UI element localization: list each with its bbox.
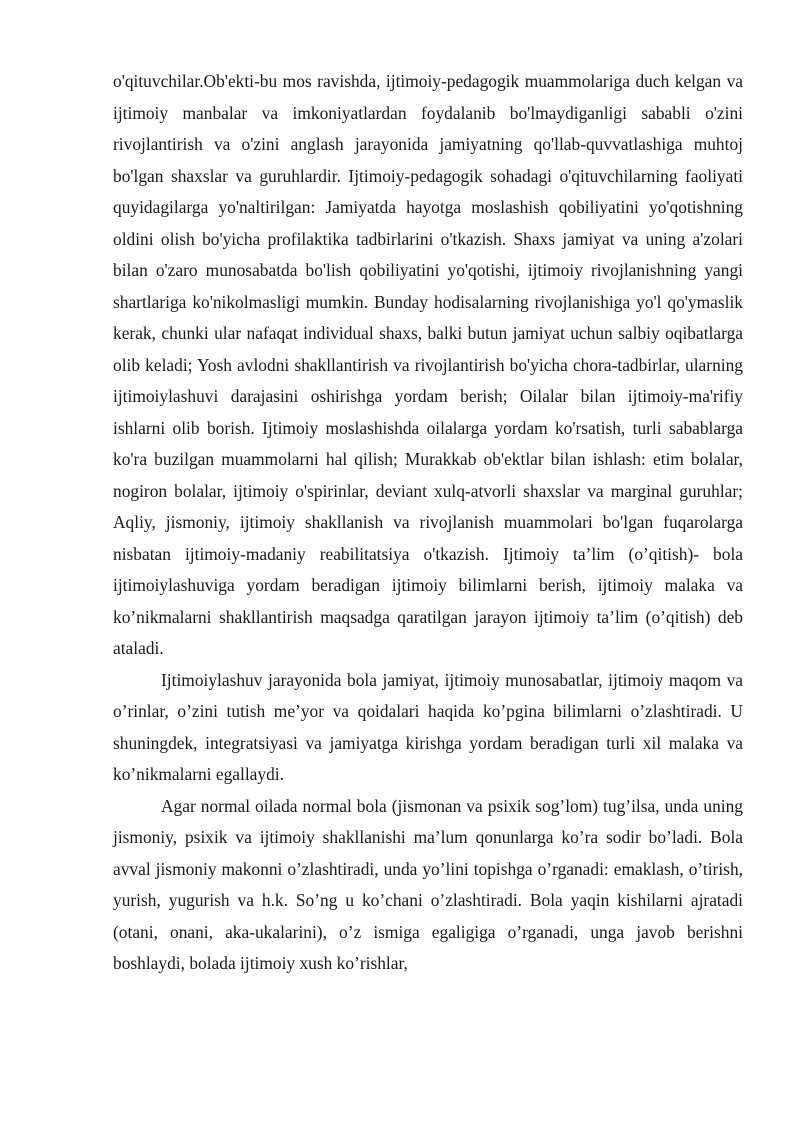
- paragraph-3: Agar normal oilada normal bola (jismonan va psixik sog’lom) tug’ilsa, unda uning jismoniy, psixik va ijtimoiy shakllanishi ma’lum qonunlarga ko’ra sodir bo’ladi. Bola avval jismoniy makonni o’zlashtiradi, unda yo’lini topishga o’rganadi: emaklash, o’tirish, yurish, yugurish va h.k. So’ng u ko’chani o’zlashtiradi. Bola yaqin kishilarni ajratadi (otani, onani, aka-ukalarini), o’z ismiga egaligiga o’rganadi, unga javob berishni boshlaydi, bolada ijtimoiy xush ko’rishlar,: [113, 795, 743, 973]
- document-page: [113, 66, 743, 980]
- paragraph-2: Ijtimoiylashuv jarayonida bola jamiyat, ijtimoiy munosabatlar, ijtimoiy maqom va o’rinlar, o’zini tutish me’yor va qoidalari haqida ko’pgina bilimlarni o’zlashtiradi. U shuningdek, integratsiyasi va jamiyatga kirishga yordam beradigan turli xil malaka va ko’nikmalarni egallaydi.: [113, 669, 743, 784]
- paragraph-1: o'qituvchilar.Ob'ekti-bu mos ravishda, ijtimoiy-pedagogik muammolariga duch kelgan va ijtimoiy manbalar va imkoniyatlardan foydalanib bo'lmaydiganligi sababli o'zini rivojlantirish va o'zini anglash jarayonida jamiyatning qo'llab-quvvatlashiga muhtoj bo'lgan shaxslar va guruhlardir. Ijtimoiy-pedagogik sohadagi o'qituvchilarning faoliyati quyidagilarga yo'naltirilgan: Jamiyatda hayotga moslashish qobiliyatini yo'qotishning oldini olish bo'yicha profilaktika tadbirlarini o'tkazish. Shaxs jamiyat va uning a'zolari bilan o'zaro munosabatda bo'lish qobiliyatini yo'qotishi, ijtimoiy rivojlanishning yangi shartlariga ko'nikolmasligi mumkin. Bunday hodisalarning rivojlanishiga yo'l qo'ymaslik kerak, chunki ular nafaqat individual shaxs, balki butun jamiyat uchun salbiy oqibatlarga olib keladi; Yosh avlodni shakllantirish va rivojlantirish bo'yicha chora-tadbirlar, ularning ijtimoiylashuvi darajasini oshirishga yordam berish; Oilalar bilan ijtimoiy-ma'rifiy ishlarni olib borish. Ijtimoiy moslashishda oilalarga yordam ko'rsatish, turli sabablarga ko'ra buzilgan muammolarni hal qilish; Murakkab ob'ektlar bilan ishlash: etim bolalar, nogiron bolalar, ijtimoiy o'spirinlar, deviant xulq-atvorli shaxslar va marginal guruhlar; Aqliy, jismoniy, ijtimoiy shakllanish va rivojlanish muammolari bo'lgan fuqarolarga nisbatan ijtimoiy-madaniy reabilitatsiya o'tkazish. Ijtimoiy ta’lim (o’qitish)- bola ijtimoiylashuviga yordam beradigan ijtimoiy bilimlarni berish, ijtimoiy malaka va ko’nikmalarni shakllantirish maqsadga qaratilgan jarayon ijtimoiy ta’lim (o’qitish) deb ataladi.: [113, 71, 743, 658]
